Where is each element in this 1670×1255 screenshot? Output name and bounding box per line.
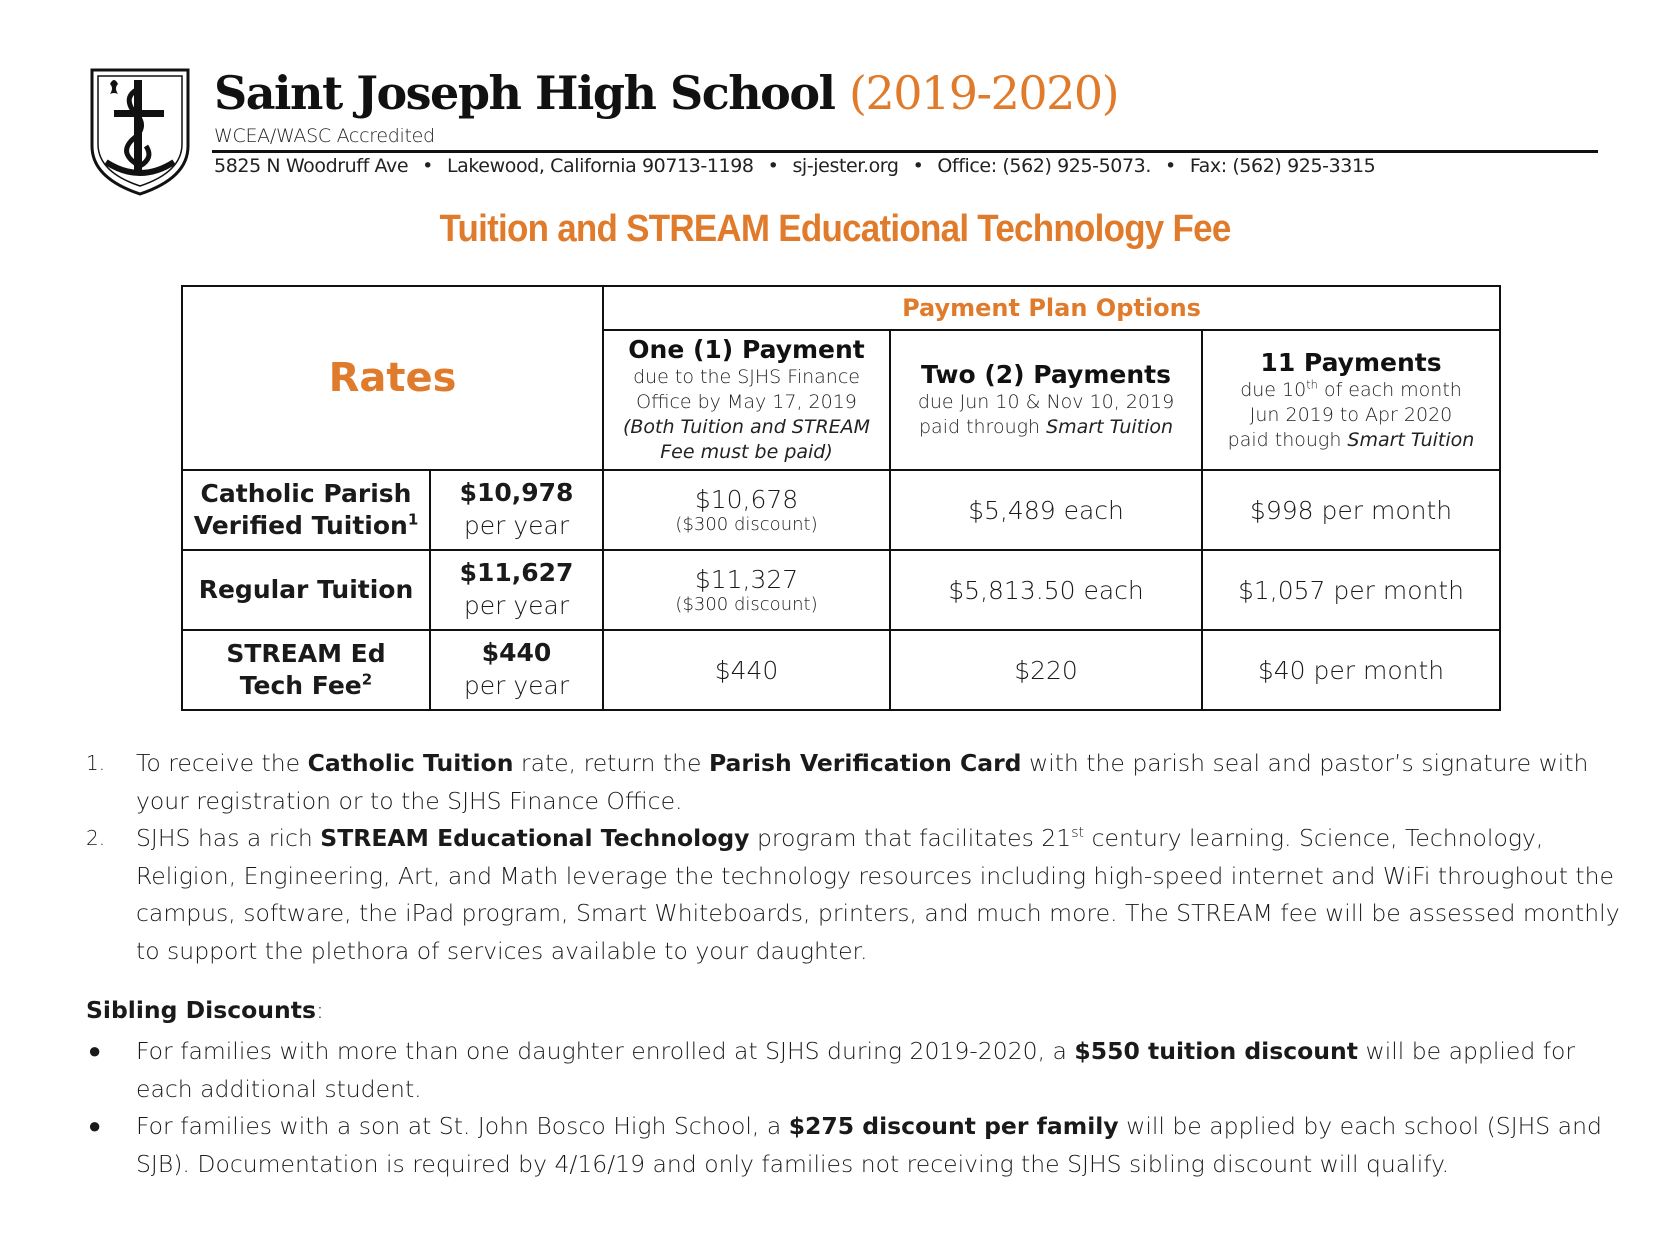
sibling-discounts-heading xyxy=(86,996,324,1024)
two-payments-value: $5,489 each xyxy=(890,470,1202,550)
rates-header: Rates xyxy=(182,286,603,470)
school-title xyxy=(214,66,1118,120)
fax-number: Fax: (562) 925-3315 xyxy=(1189,155,1376,177)
column-detail: Office by May 17, 2019 xyxy=(636,391,857,413)
rate-period: per year xyxy=(463,591,570,620)
row-label-line: STREAM Ed xyxy=(226,639,386,668)
item-text: will be applied for each additional student. xyxy=(136,1037,1576,1103)
column-detail: Jun 2019 to Apr 2020 xyxy=(1249,403,1453,426)
school-name: Saint Joseph High School xyxy=(214,66,835,120)
column-detail: paid though xyxy=(1227,428,1348,451)
school-crest-icon xyxy=(88,66,192,198)
row-label xyxy=(182,470,430,550)
one-payment-value: $440 xyxy=(603,630,890,710)
office-phone: Office: (562) 925-5073. xyxy=(937,155,1152,177)
table-row xyxy=(182,550,1500,630)
row-label-line: Tech Fee xyxy=(239,671,362,700)
superscript: st xyxy=(1071,825,1085,842)
note-emphasis: Catholic Tuition xyxy=(307,749,514,777)
row-label-line: Regular Tuition xyxy=(198,575,414,604)
column-header-two-payments xyxy=(890,330,1202,470)
street-address: 5825 N Woodruff Ave xyxy=(214,155,409,177)
separator: • xyxy=(767,155,779,177)
discount-note: ($300 discount) xyxy=(675,593,818,615)
website-link[interactable]: sj-jester.org xyxy=(792,155,899,177)
footnotes xyxy=(86,745,1626,970)
column-detail: paid through xyxy=(918,416,1047,438)
annual-rate xyxy=(430,470,603,550)
two-payments-value: $5,813.50 each xyxy=(890,550,1202,630)
discount-note: ($300 discount) xyxy=(675,513,818,535)
bullet-icon: ● xyxy=(88,1114,102,1139)
accreditation: WCEA/WASC Accredited xyxy=(214,125,435,147)
footnote-number: 1. xyxy=(86,751,106,775)
eleven-payments-value: $40 per month xyxy=(1202,630,1500,710)
table-row xyxy=(182,470,1500,550)
rate-amount: $10,978 xyxy=(459,478,574,507)
column-title: Two (2) Payments xyxy=(921,360,1171,389)
smart-tuition-label: Smart Tuition xyxy=(1347,428,1475,451)
row-label xyxy=(182,550,430,630)
note-text: program that facilitates 21 xyxy=(749,824,1072,852)
list-item xyxy=(86,1033,1606,1108)
column-detail: due 10 xyxy=(1240,378,1307,401)
note-emphasis: STREAM Educational Technology xyxy=(320,824,750,852)
smart-tuition-label: Smart Tuition xyxy=(1046,416,1174,438)
item-text: For families with a son at St. John Bosco High School, a xyxy=(136,1112,789,1140)
column-title: 11 Payments xyxy=(1260,347,1442,377)
eleven-payments-value: $1,057 per month xyxy=(1202,550,1500,630)
rate-period: per year xyxy=(463,671,570,700)
row-label xyxy=(182,630,430,710)
list-item xyxy=(86,1108,1606,1183)
one-payment-value: $11,327 xyxy=(694,564,799,594)
footnote-1 xyxy=(86,745,1626,820)
footnote-ref: 2 xyxy=(361,670,373,689)
note-text: SJHS has a rich xyxy=(136,824,321,852)
item-emphasis: $275 discount per family xyxy=(788,1112,1119,1140)
column-detail: of each month xyxy=(1317,378,1462,401)
one-payment-value: $10,678 xyxy=(694,484,799,514)
column-title: One (1) Payment xyxy=(628,335,865,364)
note-text: To receive the xyxy=(136,749,308,777)
footnote-ref: 1 xyxy=(407,510,419,529)
column-header-eleven-payments xyxy=(1202,330,1500,470)
column-detail: due Jun 10 & Nov 10, 2019 xyxy=(917,391,1175,413)
city-address: Lakewood, California 90713-1198 xyxy=(446,155,754,177)
heading-colon: : xyxy=(315,996,324,1024)
row-label-line: Verified Tuition xyxy=(193,511,408,540)
column-detail-italic: Fee must be paid) xyxy=(660,441,833,463)
note-emphasis: Parish Verification Card xyxy=(708,749,1022,777)
column-detail: due to the SJHS Finance xyxy=(633,366,860,388)
bullet-icon: ● xyxy=(88,1039,102,1064)
note-text: with the parish seal and pastor’s signature with your registration or to the SJHS Finance Office. xyxy=(136,749,1589,815)
column-header-one-payment xyxy=(603,330,890,470)
superscript: th xyxy=(1306,377,1318,392)
separator: • xyxy=(422,155,433,177)
eleven-payments-value: $998 per month xyxy=(1202,470,1500,550)
two-payments-value: $220 xyxy=(890,630,1202,710)
item-emphasis: $550 tuition discount xyxy=(1074,1037,1358,1065)
one-payment-cell xyxy=(603,550,890,630)
document-title: Tuition and STREAM Educational Technology Fee xyxy=(439,208,1231,250)
separator: • xyxy=(1165,155,1176,177)
item-text: will be applied by each school (SJHS and SJB). Documentation is required by 4/16/19 and only families not receiving the SJHS sibling discount will qualify. xyxy=(136,1112,1602,1178)
table-row xyxy=(182,630,1500,710)
rate-period: per year xyxy=(463,511,570,540)
row-label-line: Catholic Parish xyxy=(200,479,412,508)
one-payment-cell xyxy=(603,470,890,550)
annual-rate xyxy=(430,550,603,630)
separator: • xyxy=(912,155,924,177)
note-text: century learning. Science, Technology, Religion, Engineering, Art, and Math leverage the technology resources including high-speed internet and WiFi throughout the campus, software, the iPad program, Smart Whiteboards, printers, and much more. The STREAM fee will be assessed monthly to support the plethora of services available to your daughter. xyxy=(136,824,1620,965)
address-line xyxy=(214,155,1375,177)
school-year: (2019-2020) xyxy=(849,66,1119,120)
note-text: rate, return the xyxy=(513,749,709,777)
header-divider xyxy=(212,150,1598,153)
payment-plan-header: Payment Plan Options xyxy=(603,286,1500,330)
heading-text: Sibling Discounts xyxy=(86,996,316,1024)
column-detail-italic: (Both Tuition and STREAM xyxy=(622,416,871,438)
tuition-rates-table xyxy=(181,285,1501,711)
item-text: For families with more than one daughter enrolled at SJHS during 2019-2020, a xyxy=(136,1037,1075,1065)
annual-rate xyxy=(430,630,603,710)
footnote-2 xyxy=(86,820,1626,970)
sibling-discounts-list xyxy=(86,1033,1606,1183)
rate-amount: $440 xyxy=(481,638,552,667)
footnote-number: 2. xyxy=(86,826,106,850)
rate-amount: $11,627 xyxy=(459,558,574,587)
